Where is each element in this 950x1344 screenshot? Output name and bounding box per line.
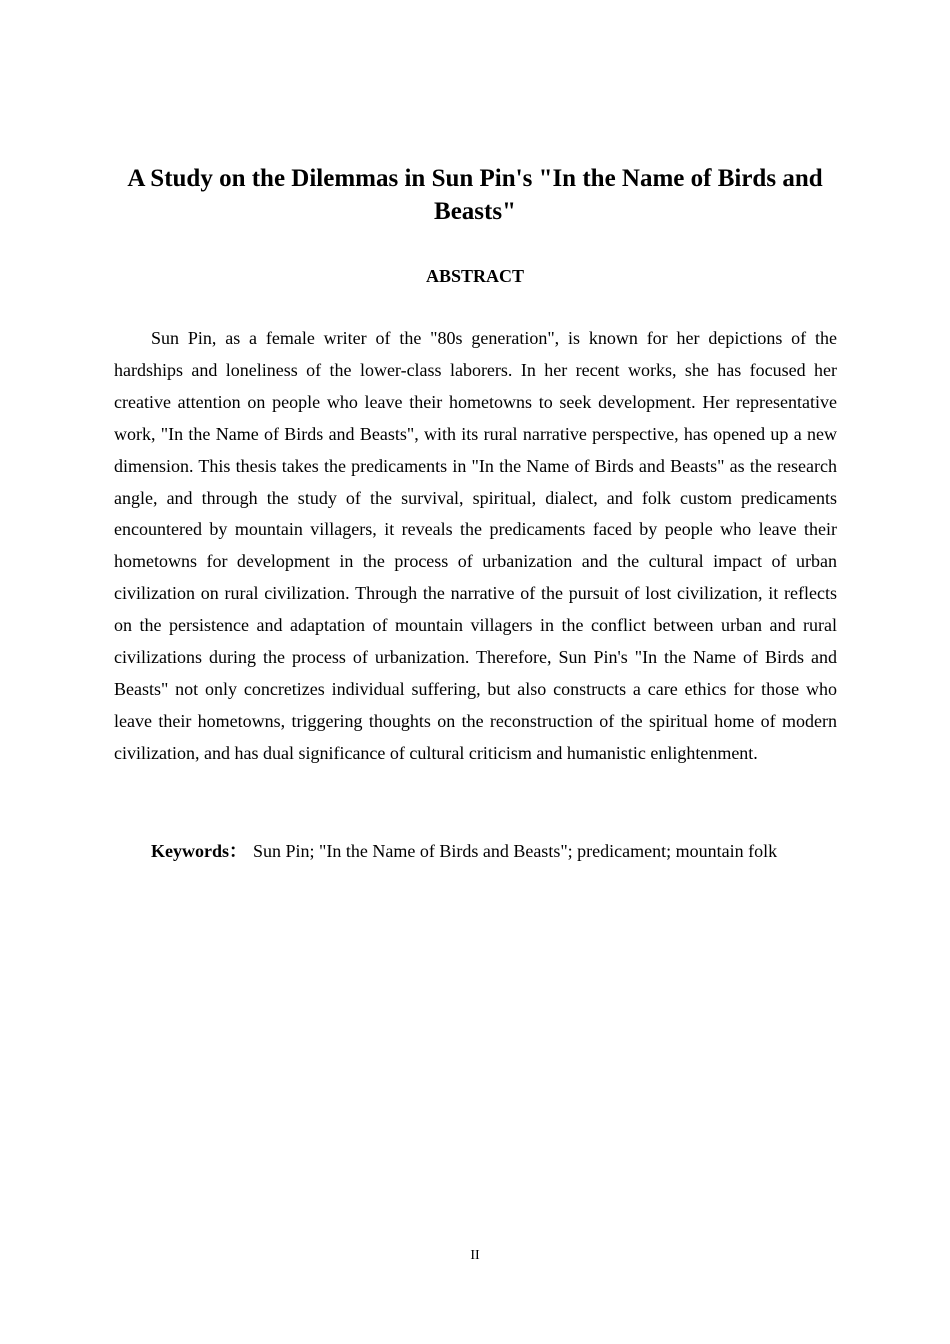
abstract-body: Sun Pin, as a female writer of the "80s generation", is known for her depictions of the hardships and loneliness of the lower-class laborers. In her recent works, she has focused her creative attention on people who leave their hometowns to seek development. Her representative work, "In the Name of Birds and Beasts", with its rural narrative perspective, has opened up a new dimension. This thesis takes the predicaments in "In the Name of Birds and Beasts" as the research angle, and through the study of the survival, spiritual, dialect, and folk custom predicaments encountered by mountain villagers, it reveals the predicaments faced by people who leave their hometowns for development in the process of urbanization and the cultural impact of urban civilization on rural civilization. Through the narrative of the pursuit of lost civilization, it reflects on the persistence and adaptation of mountain villagers in the conflict between urban and rural civilizations during the process of urbanization. Therefore, Sun Pin's "In the Name of Birds and Beasts" not only concretizes individual suffering, but also constructs a care ethics for those who leave their hometowns, triggering thoughts on the reconstruction of the spiritual home of modern civilization, and has dual significance of cultural criticism and humanistic enlightenment. [114,328,837,763]
page-number: II [470,1248,480,1263]
abstract-heading: ABSTRACT [425,266,525,286]
keywords-value: Sun Pin; "In the Name of Birds and Beasts"; predicament; mountain folk [253,841,778,861]
keywords-separator: ： [229,841,247,861]
keywords-line [151,836,841,867]
keywords-label: Keywords [151,841,229,861]
document-title: A Study on the Dilemmas in Sun Pin's "In the Name of Birds and Beasts" [127,165,823,225]
